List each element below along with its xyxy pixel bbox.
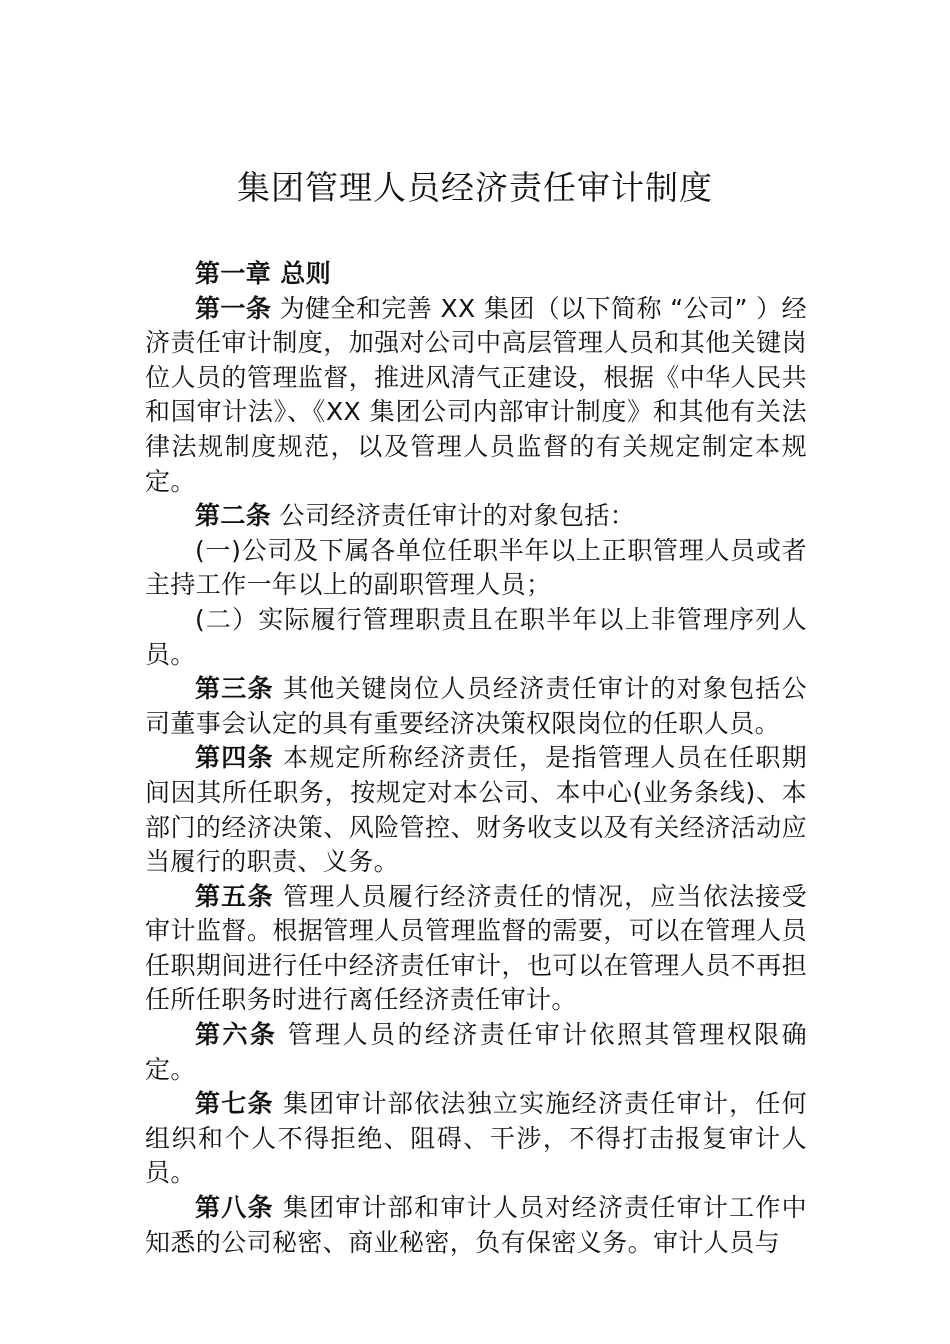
article-label: 第五条 — [195, 881, 274, 911]
article-label: 第八条 — [195, 1193, 274, 1223]
article-label: 第二条 — [195, 501, 272, 531]
article-label: 第四条 — [195, 743, 274, 773]
article-text: (二）实际履行管理职责且在职半年以上非管理序列人员。 — [145, 604, 807, 669]
article-text: 其他关键岗位人员经济责任审计的对象包括公司董事会认定的具有重要经济决策权限岗位的任职人员。 — [145, 674, 808, 738]
article-text: 为健全和完善 XX 集团（以下简称 “公司” ）经济责任审计制度，加强对公司中高层管理人员和其他关键岗位人员的管理监督，推进风清气正建设，根据《中华人民共和国审计法》、《XX 集团公司内部审计制度》和其他有关法律法规制度规范，以及管理人员监督的有关规定制定本规定。 — [145, 293, 807, 496]
article-2 — [145, 499, 807, 534]
article-1 — [145, 292, 807, 500]
article-4 — [145, 741, 807, 879]
article-text: 管理人员履行经济责任的情况，应当依法接受审计监督。根据管理人员管理监督的需要，可以在管理人员任职期间进行任中经济责任审计，也可以在管理人员不再担任所任职务时进行离任经济责任审计。 — [145, 881, 808, 1015]
article-label: 第三条 — [195, 674, 274, 704]
article-6 — [145, 1018, 807, 1087]
article-text: 集团审计部依法独立实施经济责任审计，任何组织和个人不得拒绝、阻碍、干涉，不得打击报复审计人员。 — [145, 1089, 808, 1188]
article-text: 本规定所称经济责任，是指管理人员在任职期间因其所任职务，按规定对本公司、本中心(业务条线)、本部门的经济决策、风险管控、财务收支以及有关经济活动应当履行的职责、义务。 — [145, 743, 808, 877]
article-8 — [145, 1191, 807, 1260]
article-text: 管理人员的经济责任审计依照其管理权限确定。 — [145, 1020, 808, 1084]
article-2-item-1 — [145, 534, 807, 603]
article-label: 第七条 — [195, 1089, 274, 1119]
article-5 — [145, 880, 807, 1018]
document-title: 集团管理人员经济责任审计制度 — [237, 168, 713, 207]
article-7 — [145, 1087, 807, 1191]
chapter-heading: 第一章 总则 — [195, 259, 332, 288]
article-text: (一)公司及下属各单位任职半年以上正职管理人员或者主持工作一年以上的副职管理人员； — [145, 535, 807, 600]
article-label: 第一条 — [195, 293, 272, 323]
article-label: 第六条 — [195, 1020, 278, 1050]
article-3 — [145, 672, 807, 741]
article-text: 集团审计部和审计人员对经济责任审计工作中知悉的公司秘密、商业秘密，负有保密义务。审计人员与 — [145, 1193, 808, 1257]
article-text: 公司经济责任审计的对象包括： — [271, 501, 636, 531]
article-2-item-2 — [145, 603, 807, 672]
document-body — [145, 257, 807, 1260]
